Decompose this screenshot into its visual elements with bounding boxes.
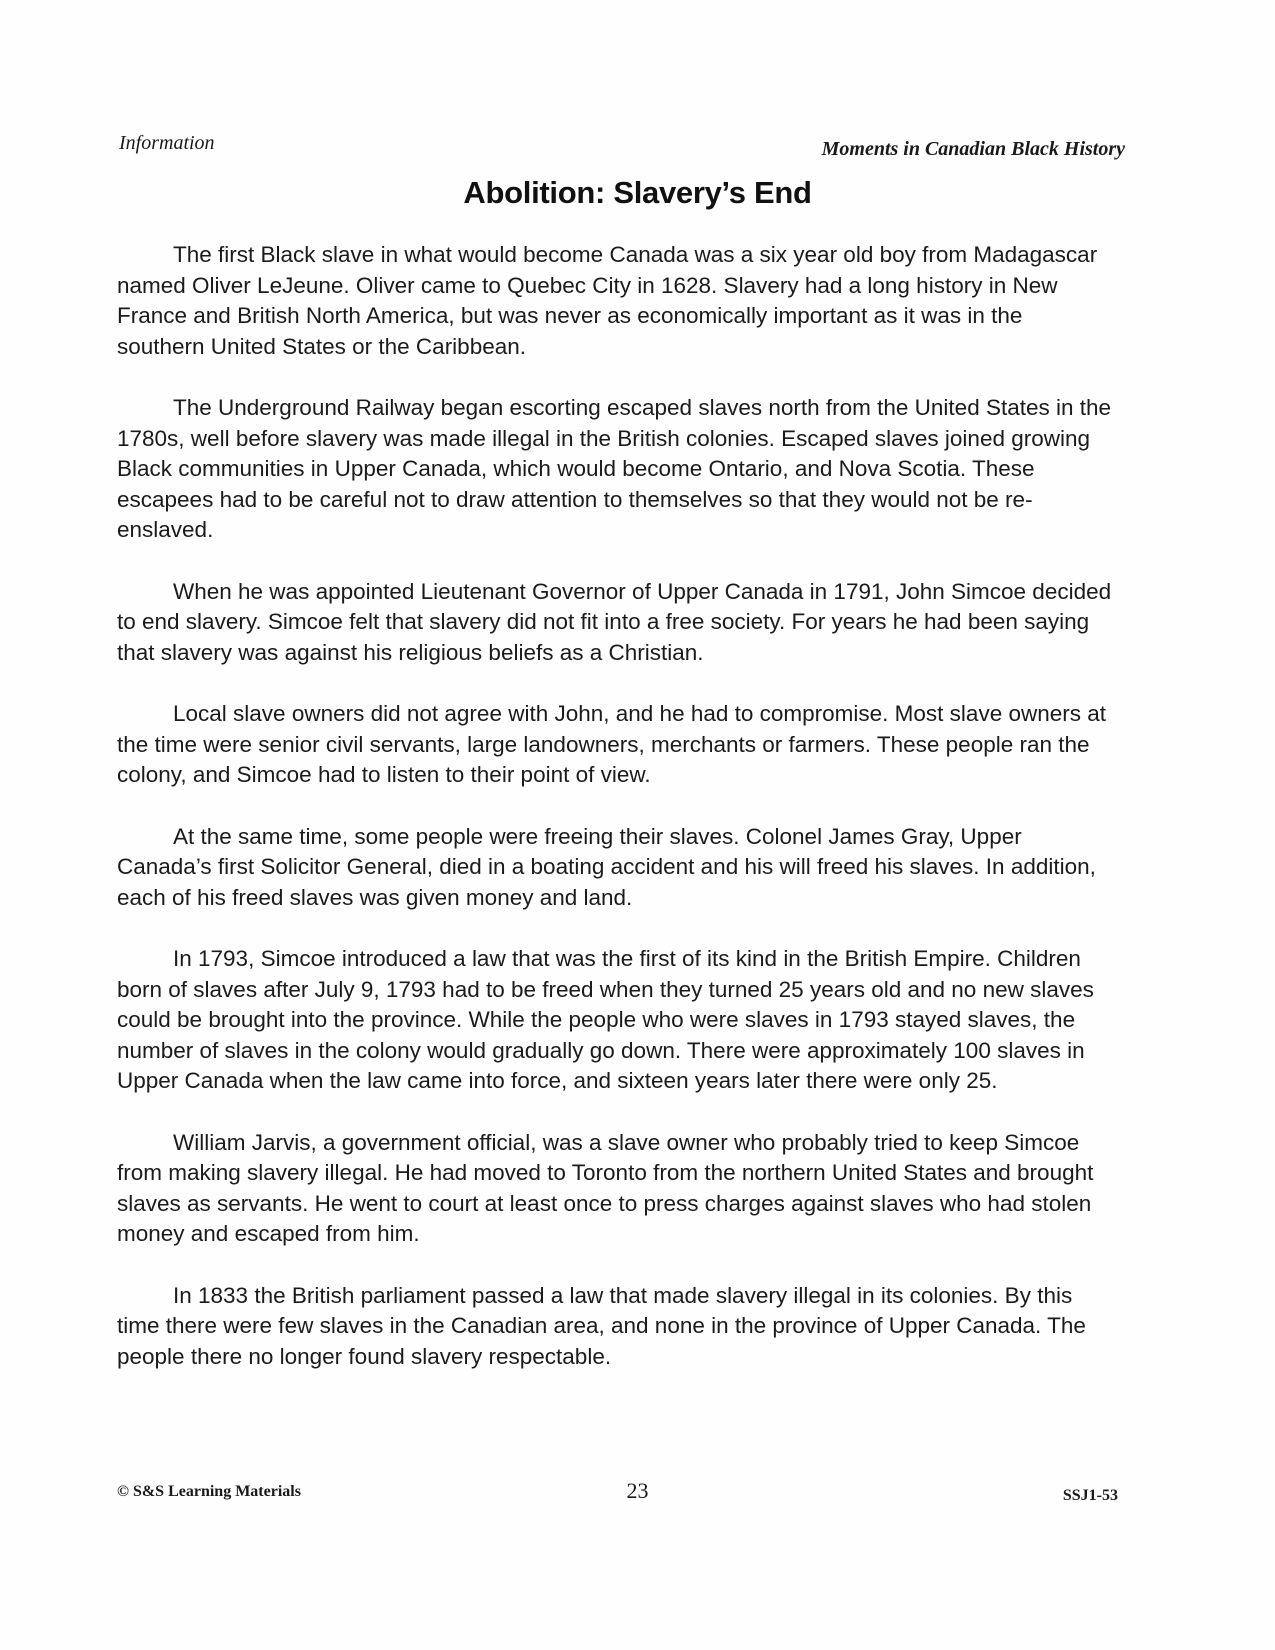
paragraph: The Underground Railway began escorting escaped slaves north from the United States in the 1780s, well before slavery was made illegal in the British colonies. Escaped slaves joined growing Black communities in Upper Canada, which would become Ontario, and Nova Scotia. These escapees had to be careful not to draw attention to themselves so that they would not be re-enslaved. <box>117 395 1112 542</box>
paragraph: William Jarvis, a government official, was a slave owner who probably tried to keep Simcoe from making slavery illegal. He had moved to Toronto from the northern United States and brought slaves as servants. He went to court at least once to press charges against slaves who had stolen money and escaped from him. <box>117 1129 1094 1246</box>
book-title: Moments in Canadian Black History <box>821 138 1125 160</box>
paragraph: The first Black slave in what would become Canada was a six year old boy from Madagascar named Oliver LeJeune. Oliver came to Quebec City in 1628. Slavery had a long history in New France and British North America, but was never as economically important as it was in the southern United States or the Caribbean. <box>117 242 1098 359</box>
copyright-notice: © S&S Learning Materials <box>117 1483 301 1500</box>
paragraph: At the same time, some people were freeing their slaves. Colonel James Gray, Upper Canada’s first Solicitor General, died in a boating accident and his will freed his slaves. In addition, each of his freed slaves was given money and land. <box>117 823 1096 910</box>
section-label: Information <box>119 132 215 154</box>
paragraph: When he was appointed Lieutenant Governor of Upper Canada in 1791, John Simcoe decided to end slavery. Simcoe felt that slavery did not fit into a free society. For years he had been saying that slavery was against his religious beliefs as a Christian. <box>117 578 1112 665</box>
paragraph: In 1793, Simcoe introduced a law that was the first of its kind in the British Empire. Children born of slaves after July 9, 1793 had to be freed when they turned 25 years old and no new slaves could be brought into the province. While the people who were slaves in 1793 stayed slaves, the number of slaves in the colony would gradually go down. There were approximately 100 slaves in Upper Canada when the law came into force, and sixteen years later there were only 25. <box>117 946 1094 1093</box>
paragraph: In 1833 the British parliament passed a law that made slavery illegal in its colonies. By this time there were few slaves in the Canadian area, and none in the province of Upper Canada. The people there no longer found slavery respectable. <box>117 1282 1086 1369</box>
paragraph: Local slave owners did not agree with John, and he had to compromise. Most slave owners at the time were senior civil servants, large landowners, merchants or farmers. These people ran the colony, and Simcoe had to listen to their point of view. <box>117 701 1107 787</box>
page-number: 23 <box>626 1478 649 1503</box>
body-text <box>117 240 1112 1403</box>
page-title: Abolition: Slavery’s End <box>463 175 812 210</box>
product-code: SSJ1-53 <box>1062 1487 1118 1504</box>
